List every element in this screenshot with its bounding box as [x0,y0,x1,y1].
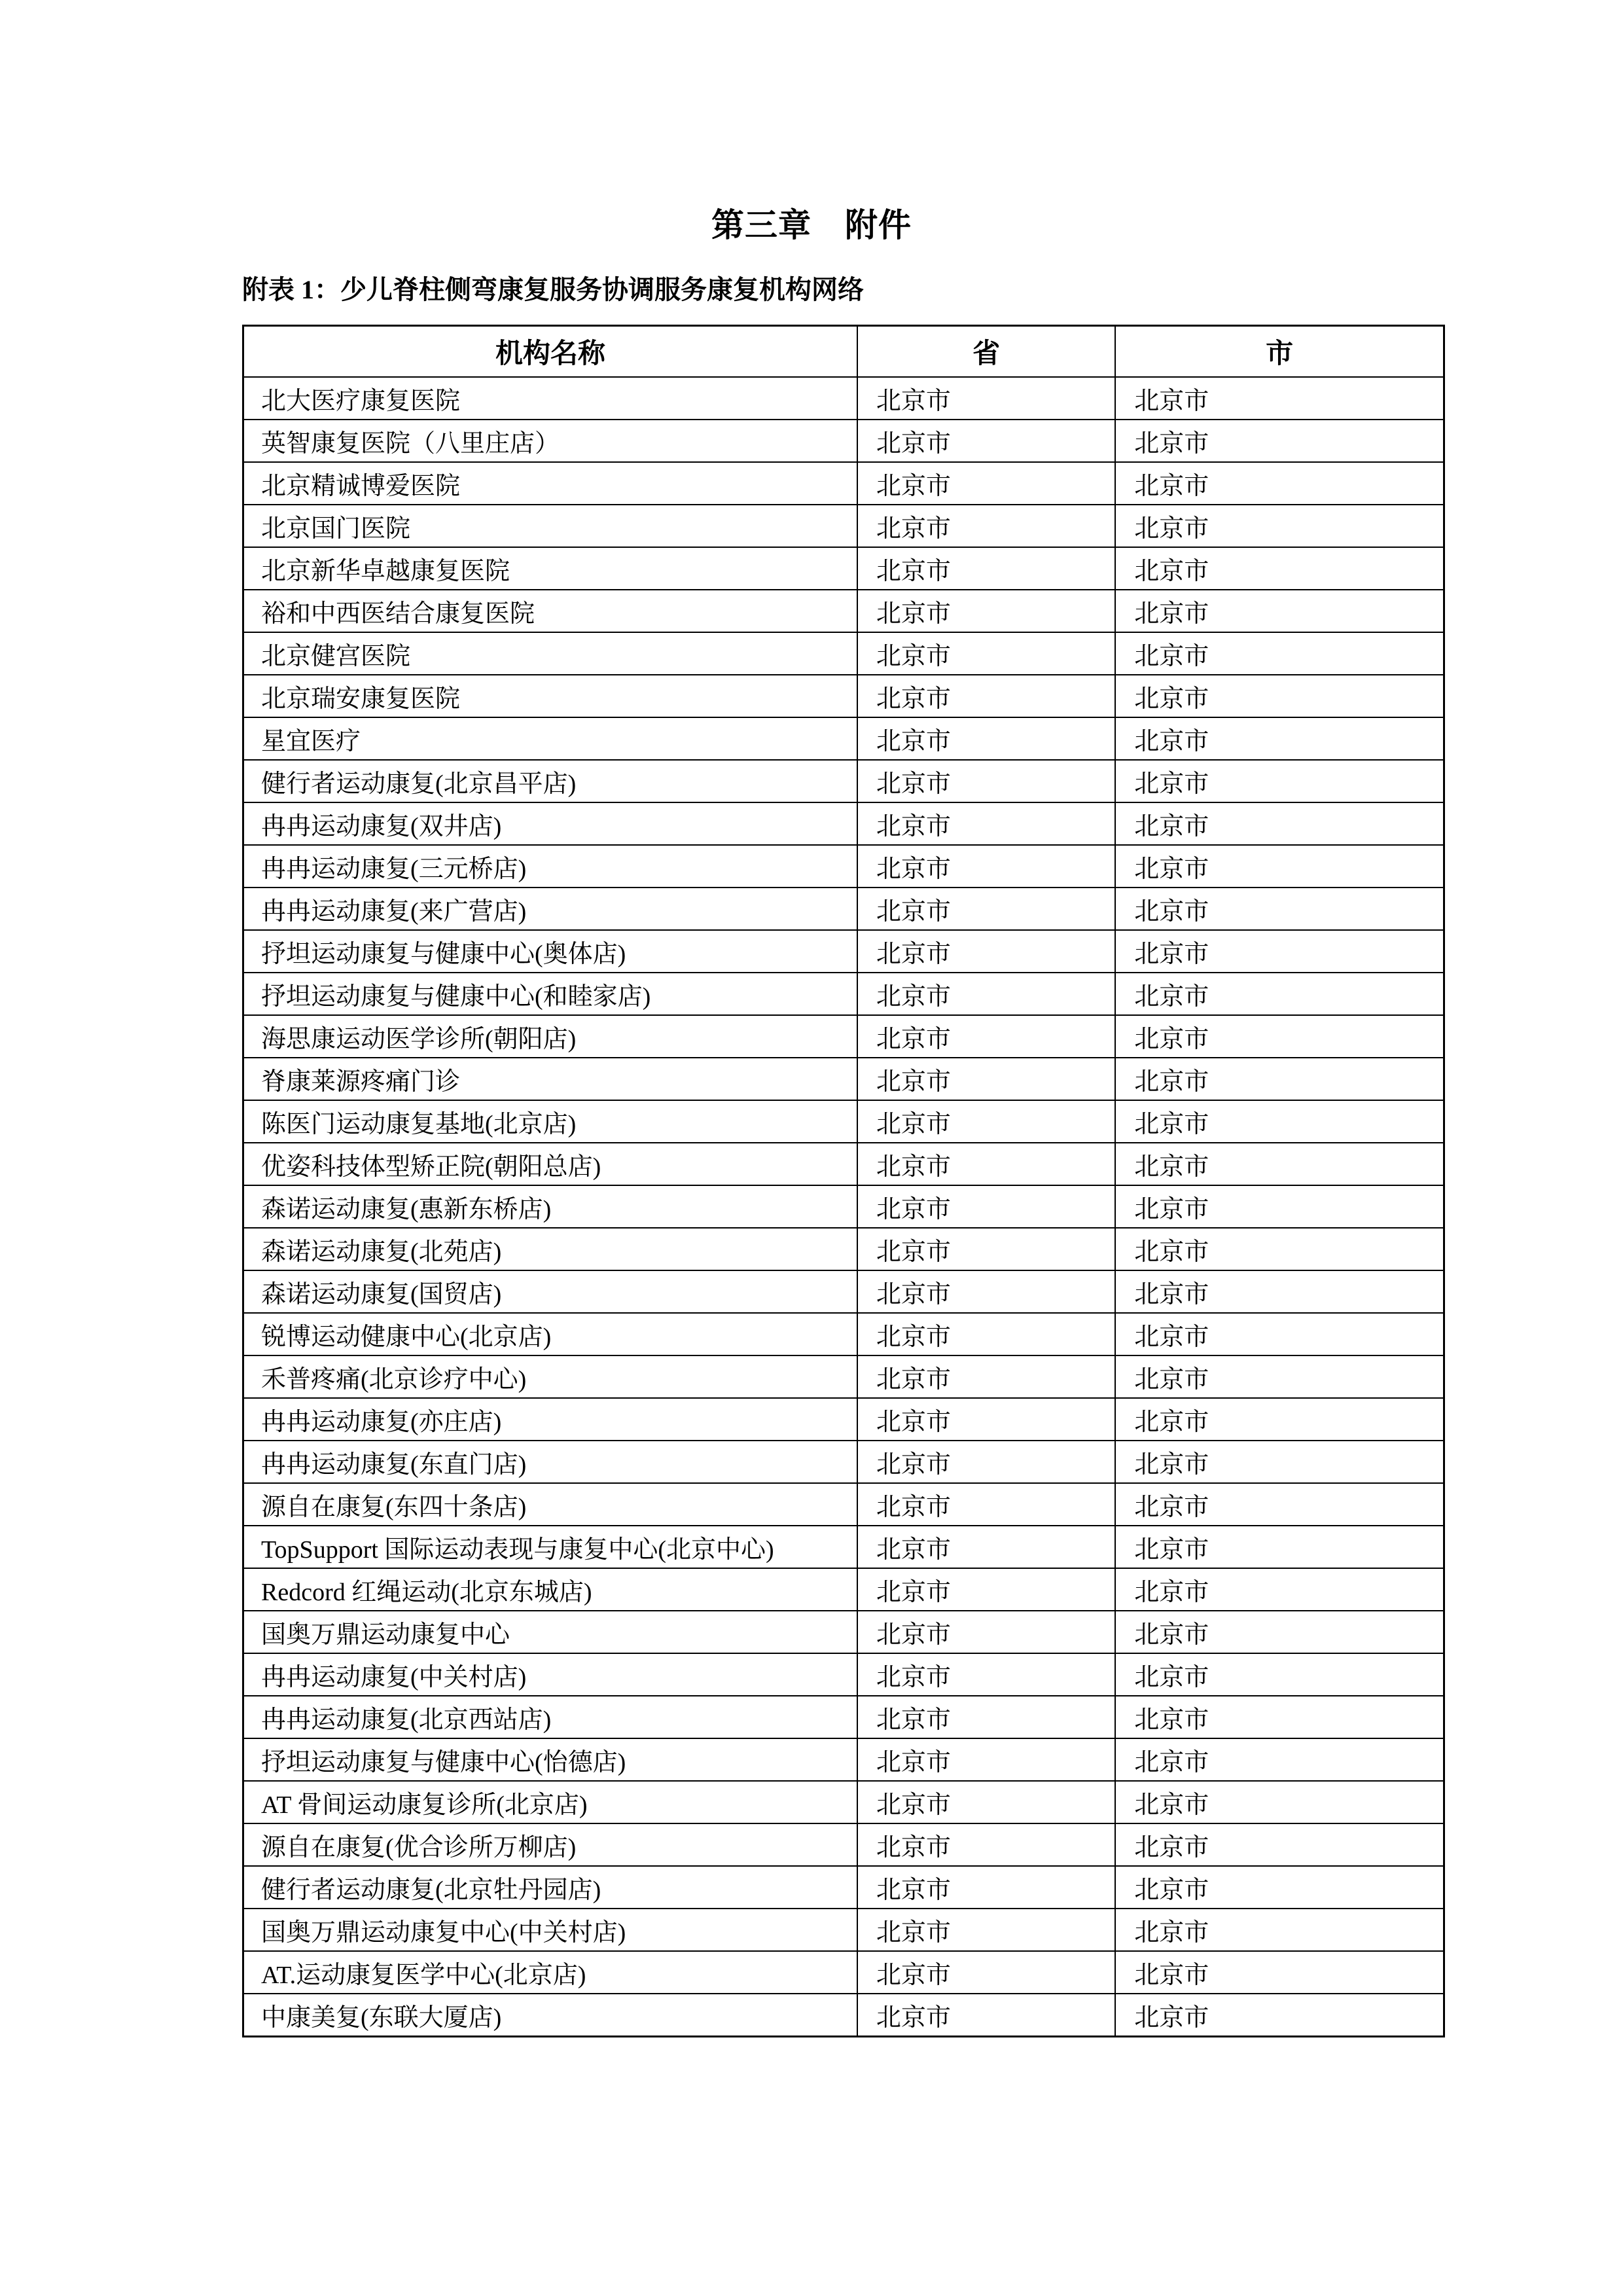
table-row [243,1866,1444,1909]
city-cell: 北京市 [1115,1738,1444,1781]
table-row [243,1313,1444,1355]
province-cell: 北京市 [857,1270,1115,1313]
org-name-cell: Redcord 红绳运动(北京东城店) [243,1568,857,1611]
org-name-cell: 冉冉运动康复(来广营店) [243,888,857,930]
province-cell: 北京市 [857,1568,1115,1611]
col-header-province: 省 [857,326,1115,378]
table-caption: 附表 1：少儿脊柱侧弯康复服务协调服务康复机构网络 [242,275,864,304]
org-name-cell: 北大医疗康复医院 [243,377,857,420]
org-name-cell: 陈医门运动康复基地(北京店) [243,1100,857,1143]
org-name-cell: 北京精诚博爱医院 [243,462,857,505]
org-name-cell: 健行者运动康复(北京昌平店) [243,760,857,802]
city-cell: 北京市 [1115,930,1444,973]
org-name-cell: 国奥万鼎运动康复中心(中关村店) [243,1909,857,1951]
province-cell: 北京市 [857,1398,1115,1441]
province-cell: 北京市 [857,888,1115,930]
city-cell: 北京市 [1115,1100,1444,1143]
province-cell: 北京市 [857,377,1115,420]
org-name-cell: 冉冉运动康复(东直门店) [243,1441,857,1483]
institution-table [242,325,1445,2037]
city-cell: 北京市 [1115,1866,1444,1909]
org-name-cell: AT.运动康复医学中心(北京店) [243,1951,857,1994]
table-row [243,888,1444,930]
province-cell: 北京市 [857,675,1115,717]
province-cell: 北京市 [857,1526,1115,1568]
city-cell: 北京市 [1115,1483,1444,1526]
org-name-cell: 优姿科技体型矫正院(朝阳总店) [243,1143,857,1185]
table-row [243,1611,1444,1653]
table-row [243,1781,1444,1823]
city-cell: 北京市 [1115,1355,1444,1398]
province-cell: 北京市 [857,845,1115,888]
org-name-cell: 锐博运动健康中心(北京店) [243,1313,857,1355]
city-cell: 北京市 [1115,760,1444,802]
table-row [243,1058,1444,1100]
table-row [243,1823,1444,1866]
province-cell: 北京市 [857,1313,1115,1355]
province-cell: 北京市 [857,1951,1115,1994]
table-row [243,845,1444,888]
city-cell: 北京市 [1115,717,1444,760]
province-cell: 北京市 [857,1355,1115,1398]
city-cell: 北京市 [1115,505,1444,547]
province-cell: 北京市 [857,462,1115,505]
province-cell: 北京市 [857,930,1115,973]
province-cell: 北京市 [857,1441,1115,1483]
table-row [243,1228,1444,1270]
city-cell: 北京市 [1115,1143,1444,1185]
city-cell: 北京市 [1115,888,1444,930]
city-cell: 北京市 [1115,1313,1444,1355]
table-row [243,1951,1444,1994]
table-row [243,1738,1444,1781]
province-cell: 北京市 [857,547,1115,590]
table-body [243,377,1444,2037]
city-cell: 北京市 [1115,1696,1444,1738]
province-cell: 北京市 [857,760,1115,802]
org-name-cell: 抒坦运动康复与健康中心(怡德店) [243,1738,857,1781]
province-cell: 北京市 [857,505,1115,547]
province-cell: 北京市 [857,1653,1115,1696]
province-cell: 北京市 [857,590,1115,632]
city-cell: 北京市 [1115,590,1444,632]
org-name-cell: 国奥万鼎运动康复中心 [243,1611,857,1653]
org-name-cell: 冉冉运动康复(亦庄店) [243,1398,857,1441]
table-row [243,505,1444,547]
city-cell: 北京市 [1115,1994,1444,2037]
org-name-cell: 源自在康复(优合诊所万柳店) [243,1823,857,1866]
province-cell: 北京市 [857,1994,1115,2037]
city-cell: 北京市 [1115,802,1444,845]
table-row [243,1100,1444,1143]
table-row [243,717,1444,760]
table-row [243,1568,1444,1611]
table-row [243,930,1444,973]
table-row [243,1185,1444,1228]
city-cell: 北京市 [1115,462,1444,505]
org-name-cell: TopSupport 国际运动表现与康复中心(北京中心) [243,1526,857,1568]
city-cell: 北京市 [1115,675,1444,717]
org-name-cell: 冉冉运动康复(双井店) [243,802,857,845]
city-cell: 北京市 [1115,1228,1444,1270]
org-name-cell: 北京健宫医院 [243,632,857,675]
table-row [243,760,1444,802]
chapter-title: 第三章 附件 [711,207,912,243]
table-header-row [243,326,1444,378]
city-cell: 北京市 [1115,1653,1444,1696]
city-cell: 北京市 [1115,1909,1444,1951]
org-name-cell: 中康美复(东联大厦店) [243,1994,857,2037]
table-row [243,1270,1444,1313]
table-row [243,590,1444,632]
province-cell: 北京市 [857,1100,1115,1143]
province-cell: 北京市 [857,1015,1115,1058]
table-row [243,420,1444,462]
city-cell: 北京市 [1115,1526,1444,1568]
province-cell: 北京市 [857,1611,1115,1653]
org-name-cell: 北京国门医院 [243,505,857,547]
city-cell: 北京市 [1115,1270,1444,1313]
org-name-cell: 星宜医疗 [243,717,857,760]
table-row [243,1143,1444,1185]
org-name-cell: 抒坦运动康复与健康中心(奥体店) [243,930,857,973]
province-cell: 北京市 [857,420,1115,462]
table-row [243,462,1444,505]
province-cell: 北京市 [857,1058,1115,1100]
province-cell: 北京市 [857,1738,1115,1781]
city-cell: 北京市 [1115,1058,1444,1100]
org-name-cell: 海思康运动医学诊所(朝阳店) [243,1015,857,1058]
city-cell: 北京市 [1115,1823,1444,1866]
org-name-cell: 北京瑞安康复医院 [243,675,857,717]
city-cell: 北京市 [1115,1781,1444,1823]
table-row [243,1526,1444,1568]
org-name-cell: 源自在康复(东四十条店) [243,1483,857,1526]
province-cell: 北京市 [857,1909,1115,1951]
org-name-cell: 冉冉运动康复(中关村店) [243,1653,857,1696]
city-cell: 北京市 [1115,1015,1444,1058]
table-row [243,632,1444,675]
table-row [243,802,1444,845]
city-cell: 北京市 [1115,1185,1444,1228]
table-row [243,1483,1444,1526]
city-cell: 北京市 [1115,1568,1444,1611]
table-row [243,973,1444,1015]
province-cell: 北京市 [857,1866,1115,1909]
province-cell: 北京市 [857,1185,1115,1228]
province-cell: 北京市 [857,973,1115,1015]
table-row [243,1696,1444,1738]
city-cell: 北京市 [1115,1951,1444,1994]
org-name-cell: AT 骨间运动康复诊所(北京店) [243,1781,857,1823]
city-cell: 北京市 [1115,632,1444,675]
table-row [243,1441,1444,1483]
city-cell: 北京市 [1115,1611,1444,1653]
org-name-cell: 裕和中西医结合康复医院 [243,590,857,632]
org-name-cell: 北京新华卓越康复医院 [243,547,857,590]
province-cell: 北京市 [857,717,1115,760]
province-cell: 北京市 [857,1483,1115,1526]
table-row [243,547,1444,590]
org-name-cell: 禾普疼痛(北京诊疗中心) [243,1355,857,1398]
table-row [243,1653,1444,1696]
table-row [243,1994,1444,2037]
province-cell: 北京市 [857,632,1115,675]
table-row [243,1398,1444,1441]
col-header-city: 市 [1115,326,1444,378]
org-name-cell: 健行者运动康复(北京牡丹园店) [243,1866,857,1909]
col-header-institution-name: 机构名称 [243,326,857,378]
city-cell: 北京市 [1115,1441,1444,1483]
province-cell: 北京市 [857,1228,1115,1270]
org-name-cell: 英智康复医院（八里庄店） [243,420,857,462]
table-row [243,675,1444,717]
table-row [243,1909,1444,1951]
org-name-cell: 冉冉运动康复(三元桥店) [243,845,857,888]
org-name-cell: 森诺运动康复(国贸店) [243,1270,857,1313]
province-cell: 北京市 [857,1823,1115,1866]
org-name-cell: 抒坦运动康复与健康中心(和睦家店) [243,973,857,1015]
table-row [243,1015,1444,1058]
city-cell: 北京市 [1115,547,1444,590]
city-cell: 北京市 [1115,973,1444,1015]
table-row [243,377,1444,420]
province-cell: 北京市 [857,1696,1115,1738]
org-name-cell: 森诺运动康复(惠新东桥店) [243,1185,857,1228]
province-cell: 北京市 [857,1781,1115,1823]
city-cell: 北京市 [1115,1398,1444,1441]
city-cell: 北京市 [1115,845,1444,888]
city-cell: 北京市 [1115,377,1444,420]
org-name-cell: 冉冉运动康复(北京西站店) [243,1696,857,1738]
org-name-cell: 森诺运动康复(北苑店) [243,1228,857,1270]
province-cell: 北京市 [857,802,1115,845]
table-row [243,1355,1444,1398]
city-cell: 北京市 [1115,420,1444,462]
province-cell: 北京市 [857,1143,1115,1185]
org-name-cell: 脊康莱源疼痛门诊 [243,1058,857,1100]
